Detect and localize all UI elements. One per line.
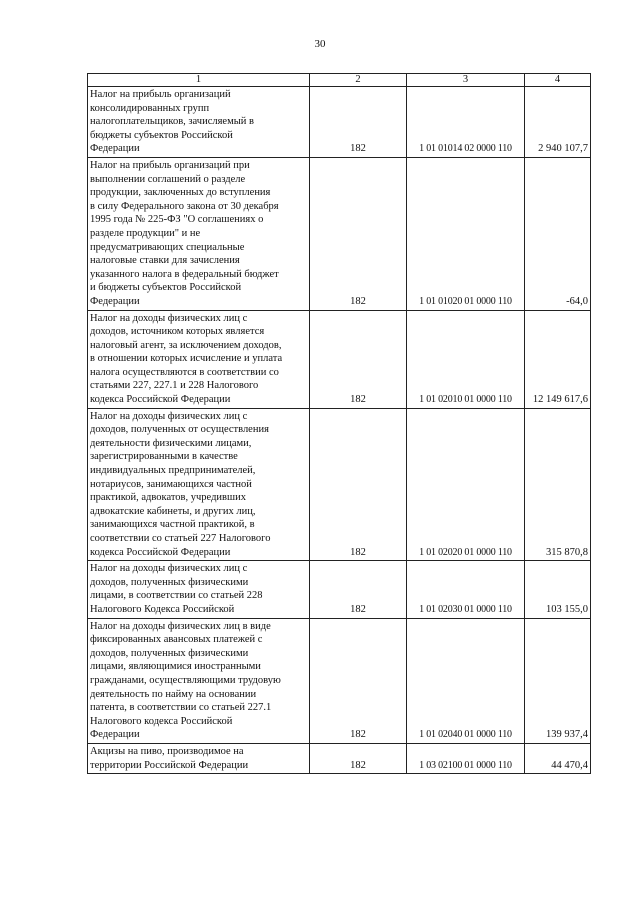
budget-classification-code-cell: 1 03 02100 01 0000 110 [407,743,525,773]
table-row [88,310,591,408]
table-row [88,157,591,310]
budget-classification-code-cell: 1 01 02010 01 0000 110 [407,310,525,408]
revenue-name-cell: Акцизы на пиво, производимое на территории Российской Федерации [88,743,310,773]
header-row [88,74,591,87]
amount-cell: 12 149 617,6 [525,310,591,408]
amount-cell: 315 870,8 [525,408,591,561]
administrator-code-cell: 182 [310,157,407,310]
administrator-code-cell: 182 [310,561,407,618]
page-number: 30 [314,38,326,50]
amount-cell: 139 937,4 [525,618,591,743]
administrator-code-cell: 182 [310,310,407,408]
table-row [88,87,591,158]
revenue-name-cell: Налог на доходы физических лиц в виде фиксированных авансовых платежей с доходов, полученных физическими лицами, являющимися иностранными гражданами, осуществляющими трудовую деятельность по найму на основании патента, в соответствии со статьей 227.1 Налогового кодекса Российской Федерации [88,618,310,743]
administrator-code-cell: 182 [310,87,407,158]
column-header-4: 4 [525,74,591,87]
budget-classification-code-cell: 1 01 01020 01 0000 110 [407,157,525,310]
revenue-name-cell: Налог на прибыль организаций при выполнении соглашений о разделе продукции, заключенных до вступления в силу Федерального закона от 30 декабря 1995 года № 225-ФЗ "О соглашениях о разделе продукции" и не предусматривающих специальные налоговые ставки для зачисления указанного налога в федеральный бюджет и бюджеты субъектов Российской Федерации [88,157,310,310]
budget-classification-code-cell: 1 01 02030 01 0000 110 [407,561,525,618]
table-row [88,408,591,561]
table-row [88,743,591,773]
amount-cell: 44 470,4 [525,743,591,773]
table-row [88,618,591,743]
revenue-name-cell: Налог на доходы физических лиц с доходов, полученных физическими лицами, в соответствии со статьей 228 Налогового Кодекса Российской [88,561,310,618]
column-header-3: 3 [407,74,525,87]
administrator-code-cell: 182 [310,618,407,743]
amount-cell: -64,0 [525,157,591,310]
administrator-code-cell: 182 [310,408,407,561]
budget-classification-code-cell: 1 01 02040 01 0000 110 [407,618,525,743]
amount-cell: 2 940 107,7 [525,87,591,158]
budget-classification-code-cell: 1 01 01014 02 0000 110 [407,87,525,158]
table-row [88,561,591,618]
administrator-code-cell: 182 [310,743,407,773]
revenue-name-cell: Налог на доходы физических лиц с доходов, источником которых является налоговый агент, за исключением доходов, в отношении которых исчисление и уплата налога осуществляются в соответствии со статьями 227, 227.1 и 228 Налогового кодекса Российской Федерации [88,310,310,408]
budget-classification-code-cell: 1 01 02020 01 0000 110 [407,408,525,561]
column-header-2: 2 [310,74,407,87]
revenue-name-cell: Налог на доходы физических лиц с доходов, полученных от осуществления деятельности физическими лицами, зарегистрированными в качестве индивидуальных предпринимателей, нотариусов, занимающихся частной практикой, адвокатов, учредивших адвокатские кабинеты, и других лиц, занимающихся частной практикой, в соответствии со статьей 227 Налогового кодекса Российской Федерации [88,408,310,561]
revenue-name-cell: Налог на прибыль организаций консолидированных групп налогоплательщиков, зачисляемый в бюджеты субъектов Российской Федерации [88,87,310,158]
budget-revenue-table [87,73,591,774]
column-header-1: 1 [88,74,310,87]
amount-cell: 103 155,0 [525,561,591,618]
